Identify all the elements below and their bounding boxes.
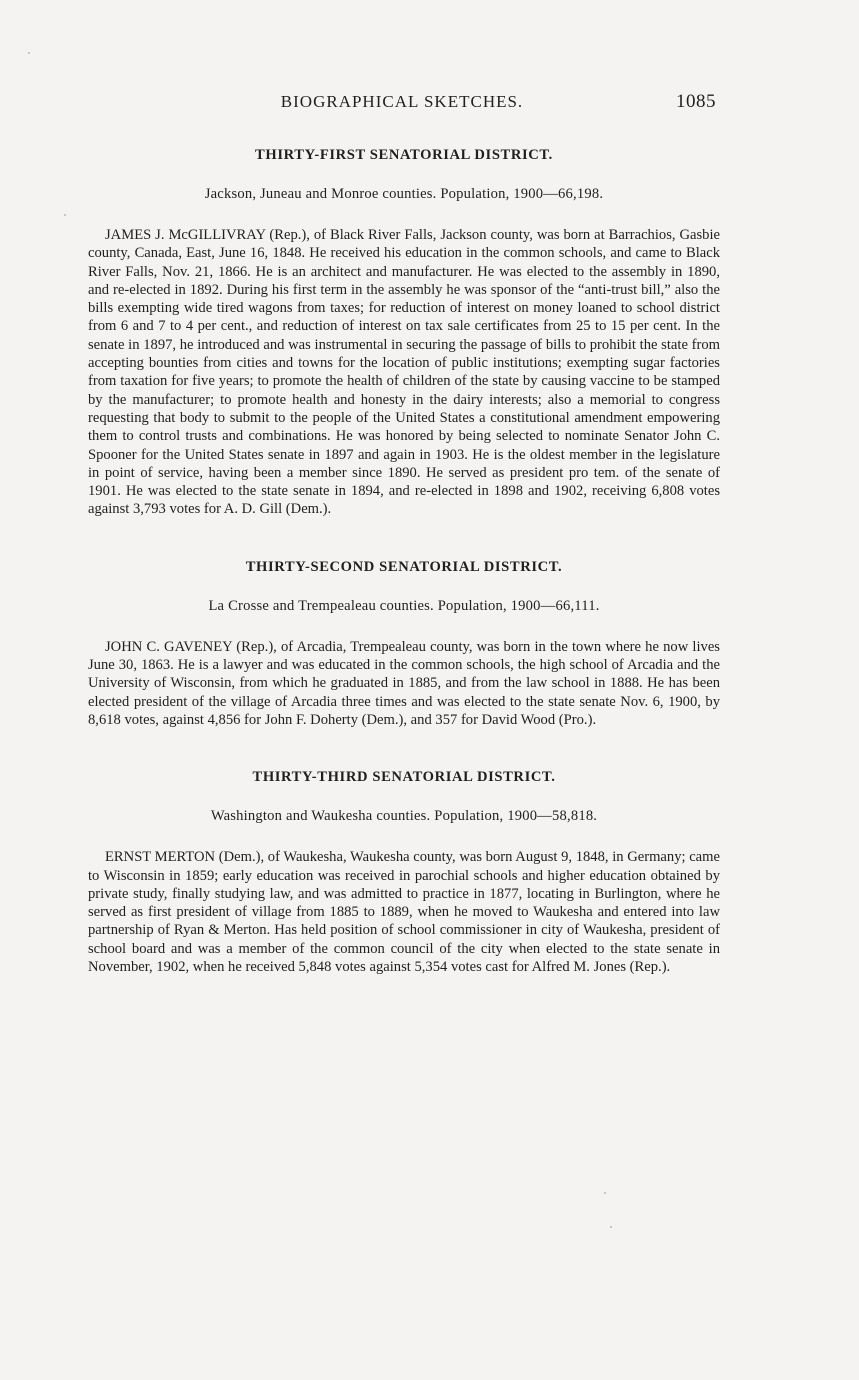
district-heading: THIRTY-SECOND SENATORIAL DISTRICT. — [245, 558, 563, 575]
biography-paragraph: ERNST MERTON (Dem.), of Waukesha, Waukesha county, was born August 9, 1848, in Germany; came to Wisconsin in 1859; early education was received in parochial schools and higher education obtained by private study, finally studying law, and was admitted to practice in 1877, locating in Burlington, where he served as first president of village from 1885 to 1889, when he moved to Waukesha and entered into law partnership of Ryan & Merton. Has held position of school commissioner in city of Waukesha, president of school board and was a member of the common council of the city when elected to the state senate in November, 1902, when he received 5,848 votes against 5,354 votes cast for Alfred M. Jones (Rep.). — [88, 849, 720, 976]
paper-speck — [604, 1192, 606, 1194]
district-section-31 — [88, 146, 720, 519]
page-content — [88, 146, 720, 976]
paper-speck — [610, 1226, 612, 1228]
district-counties: Washington and Waukesha counties. Population, 1900—58,818. — [210, 808, 598, 825]
district-section-32 — [88, 558, 720, 729]
page-number: 1085 — [676, 91, 716, 112]
paper-speck — [64, 214, 66, 216]
district-section-33 — [88, 768, 720, 976]
running-head — [88, 92, 716, 116]
paper-speck — [28, 52, 30, 54]
district-heading: THIRTY-THIRD SENATORIAL DISTRICT. — [252, 769, 556, 786]
district-heading: THIRTY-FIRST SENATORIAL DISTRICT. — [255, 147, 553, 163]
district-counties: Jackson, Juneau and Monroe counties. Population, 1900—66,198. — [204, 186, 604, 202]
district-counties: La Crosse and Trempealeau counties. Population, 1900—66,111. — [208, 597, 600, 614]
running-title: BIOGRAPHICAL SKETCHES. — [280, 92, 524, 111]
biography-paragraph: JAMES J. McGILLIVRAY (Rep.), of Black River Falls, Jackson county, was born at Barrachios, Gasbie county, Canada, East, June 16, 1848. He received his education in the common schools, and came to Black River Falls, Nov. 21, 1866. He is an architect and manufacturer. He was elected to the assembly in 1890, and re-elected in 1892. During his first term in the assembly he was sponsor of the “anti-trust bill,” also the bills exempting wide tired wagons from taxes; for reduction of interest on money loaned to school district from 6 and 7 to 4 per cent., and reduction of interest on tax sale certificates from 25 to 15 per cent. In the senate in 1897, he introduced and was instrumental in securing the passage of bills to prohibit the state from accepting bounties from cities and towns for the location of public institutions; exempting sugar factories from taxation for five years; to promote the health of children of the state by causing vaccine to be stamped by the manufacturer; to promote health and honesty in the dairy interests; also a memorial to congress requesting that body to submit to the people of the United States a constitutional amendment empowering them to control trusts and combinations. He was honored by being selected to nominate Senator John C. Spooner for the United States senate in 1897 and again in 1903. He is the oldest member in the legislature in point of service, having been a member since 1890. He served as president pro tem. of the senate of 1901. He was elected to the state senate in 1894, and re-elected in 1898 and 1902, receiving 6,808 votes against 3,793 votes for A. D. Gill (Dem.). — [88, 227, 720, 518]
biography-paragraph: JOHN C. GAVENEY (Rep.), of Arcadia, Trempealeau county, was born in the town where he now lives June 30, 1863. He is a lawyer and was educated in the common schools, the high school of Arcadia and the University of Wisconsin, from which he graduated in 1885, and from the law school in 1888. He has been elected president of the village of Arcadia three times and was elected to the state senate Nov. 6, 1900, by 8,618 votes, against 4,856 for John F. Doherty (Dem.), and 357 for David Wood (Pro.). — [88, 638, 720, 728]
